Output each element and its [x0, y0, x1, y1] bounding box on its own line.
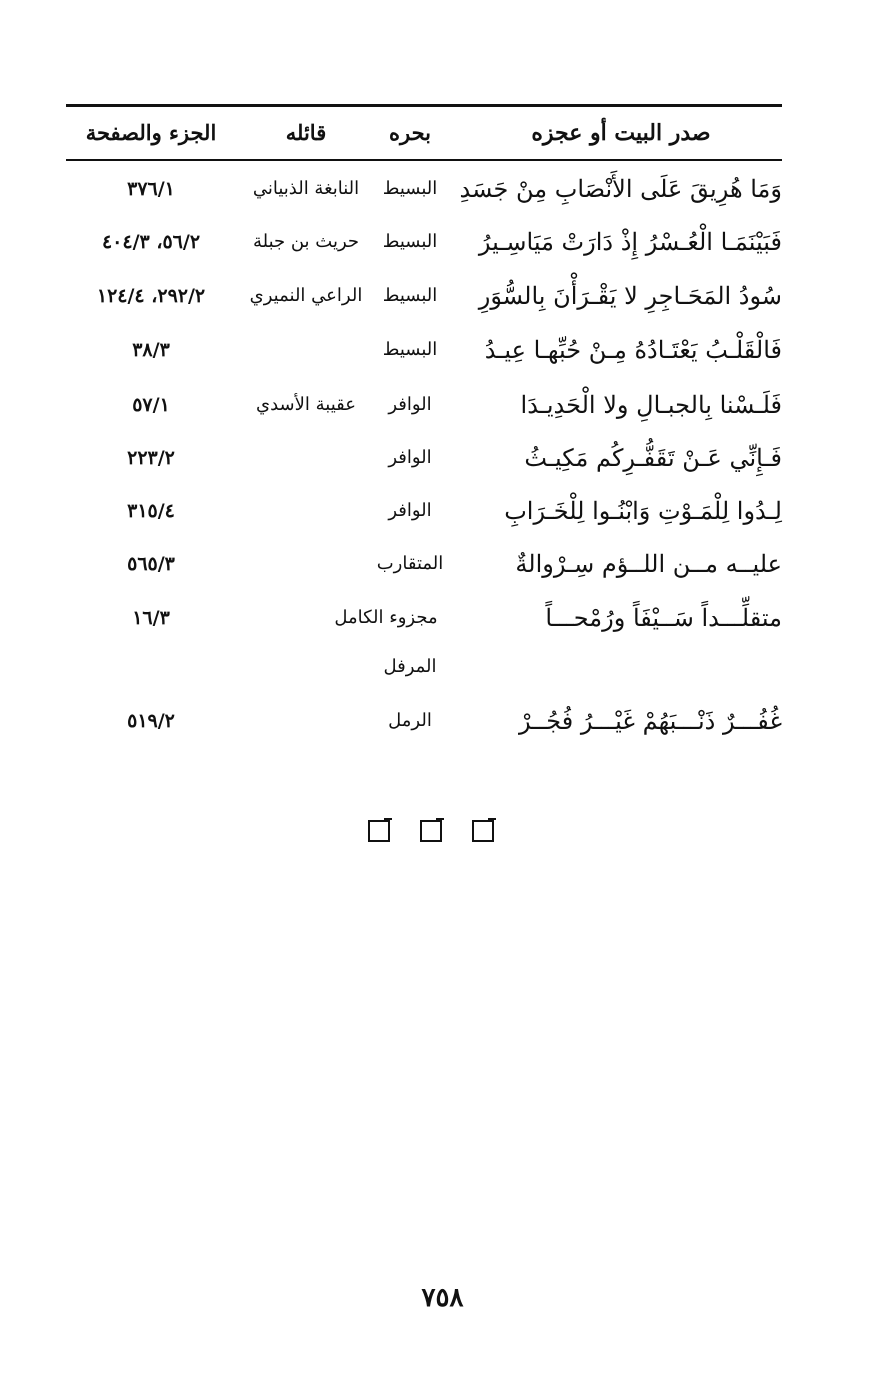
- poet-cell: عقيبة الأسدي: [256, 394, 356, 415]
- ref-cell: ٢٩٢/٢، ١٢٤/٤: [96, 285, 206, 307]
- ref-cell: ٢٢٣/٢: [127, 447, 175, 469]
- poet-cell: [244, 329, 368, 371]
- header-verse: صدر البيت أو عجزه: [531, 120, 711, 146]
- ref-cell: ٥١٩/٢: [127, 710, 175, 732]
- poet-cell: [244, 490, 368, 532]
- header-poet: قائله: [285, 120, 327, 145]
- meter-cell: مجزوء الكامل: [334, 607, 438, 628]
- poet-cell: الراعي النميري: [249, 285, 363, 306]
- verse-cell: فَلَـسْنا بِالجبـالِ ولا الْحَدِيـدَا: [520, 391, 782, 419]
- section-end-ornament: [368, 820, 494, 844]
- ref-cell: ١٦/٣: [132, 607, 170, 629]
- table-top-rule: [66, 104, 782, 107]
- meter-cell: الوافر: [388, 447, 432, 468]
- page-number: ٧٥٨: [421, 1283, 464, 1313]
- square-ornament-icon: [472, 820, 494, 842]
- table-header-rule: [66, 159, 782, 161]
- meter-cell: الرمل: [388, 710, 432, 731]
- verse-cell: فَالْقَلْـبُ يَعْتَـادُهُ مِـنْ حُبِّهـا عِيـدُ: [484, 336, 782, 364]
- ref-cell: ٥٦/٢، ٤٠٤/٣: [101, 231, 201, 253]
- ref-cell: ٥٧/١: [132, 394, 170, 416]
- poet-cell: [244, 437, 368, 479]
- poet-cell: النابغة الذبياني: [252, 178, 360, 199]
- poet-cell: [244, 700, 368, 742]
- meter-cell-line2: المرفل: [383, 656, 437, 677]
- header-meter: بحره: [389, 120, 431, 145]
- poet-cell: حريث بن جبلة: [252, 231, 360, 252]
- verse-cell: وَمَا هُرِيقَ عَلَى الأَنْصَابِ مِنْ جَسَدِ: [459, 175, 782, 203]
- meter-cell: المتقارب: [376, 553, 444, 574]
- verse-cell: متقلِّـــداً سَــيْفَاً ورُمْحـــاً: [545, 604, 782, 632]
- meter-cell: البسيط: [382, 339, 438, 360]
- ref-cell: ٥٦٥/٣: [127, 553, 175, 575]
- ref-cell: ٣٧٦/١: [127, 178, 175, 200]
- meter-cell: الوافر: [388, 394, 432, 415]
- verse-cell: عليــه مــن اللــؤم سِـرْوالةٌ: [515, 550, 782, 578]
- verse-cell: سُودُ المَحَـاجِرِ لا يَقْـرَأْنَ بِالسُّوَرِ: [478, 282, 782, 310]
- ref-cell: ٣٨/٣: [132, 339, 170, 361]
- square-ornament-icon: [368, 820, 390, 842]
- verse-cell: فَـإِنِّي عَـنْ تَقَفُّـرِكُم مَكِيـثُ: [524, 444, 782, 472]
- ref-cell: ٣١٥/٤: [127, 500, 175, 522]
- meter-cell: البسيط: [382, 178, 438, 199]
- header-ref: الجزء والصفحة: [85, 120, 217, 145]
- verse-cell: غُفُـــرٌ ذَنْـــبَهُمْ غَيْـــرُ فُجُــرْ: [518, 707, 782, 735]
- meter-cell: البسيط: [382, 231, 438, 252]
- verse-cell: لِـدُوا لِلْمَـوْتِ وَابْنُـوا لِلْخَـرَابِ: [504, 497, 782, 525]
- square-ornament-icon: [420, 820, 442, 842]
- table-header: [66, 112, 782, 154]
- poet-cell: [244, 543, 368, 585]
- meter-cell: الوافر: [388, 500, 432, 521]
- verse-cell: فَبَيْنَمَـا الْعُـسْرُ إِذْ دَارَتْ مَيَاسِـيرُ: [478, 228, 782, 256]
- meter-cell: البسيط: [382, 285, 438, 306]
